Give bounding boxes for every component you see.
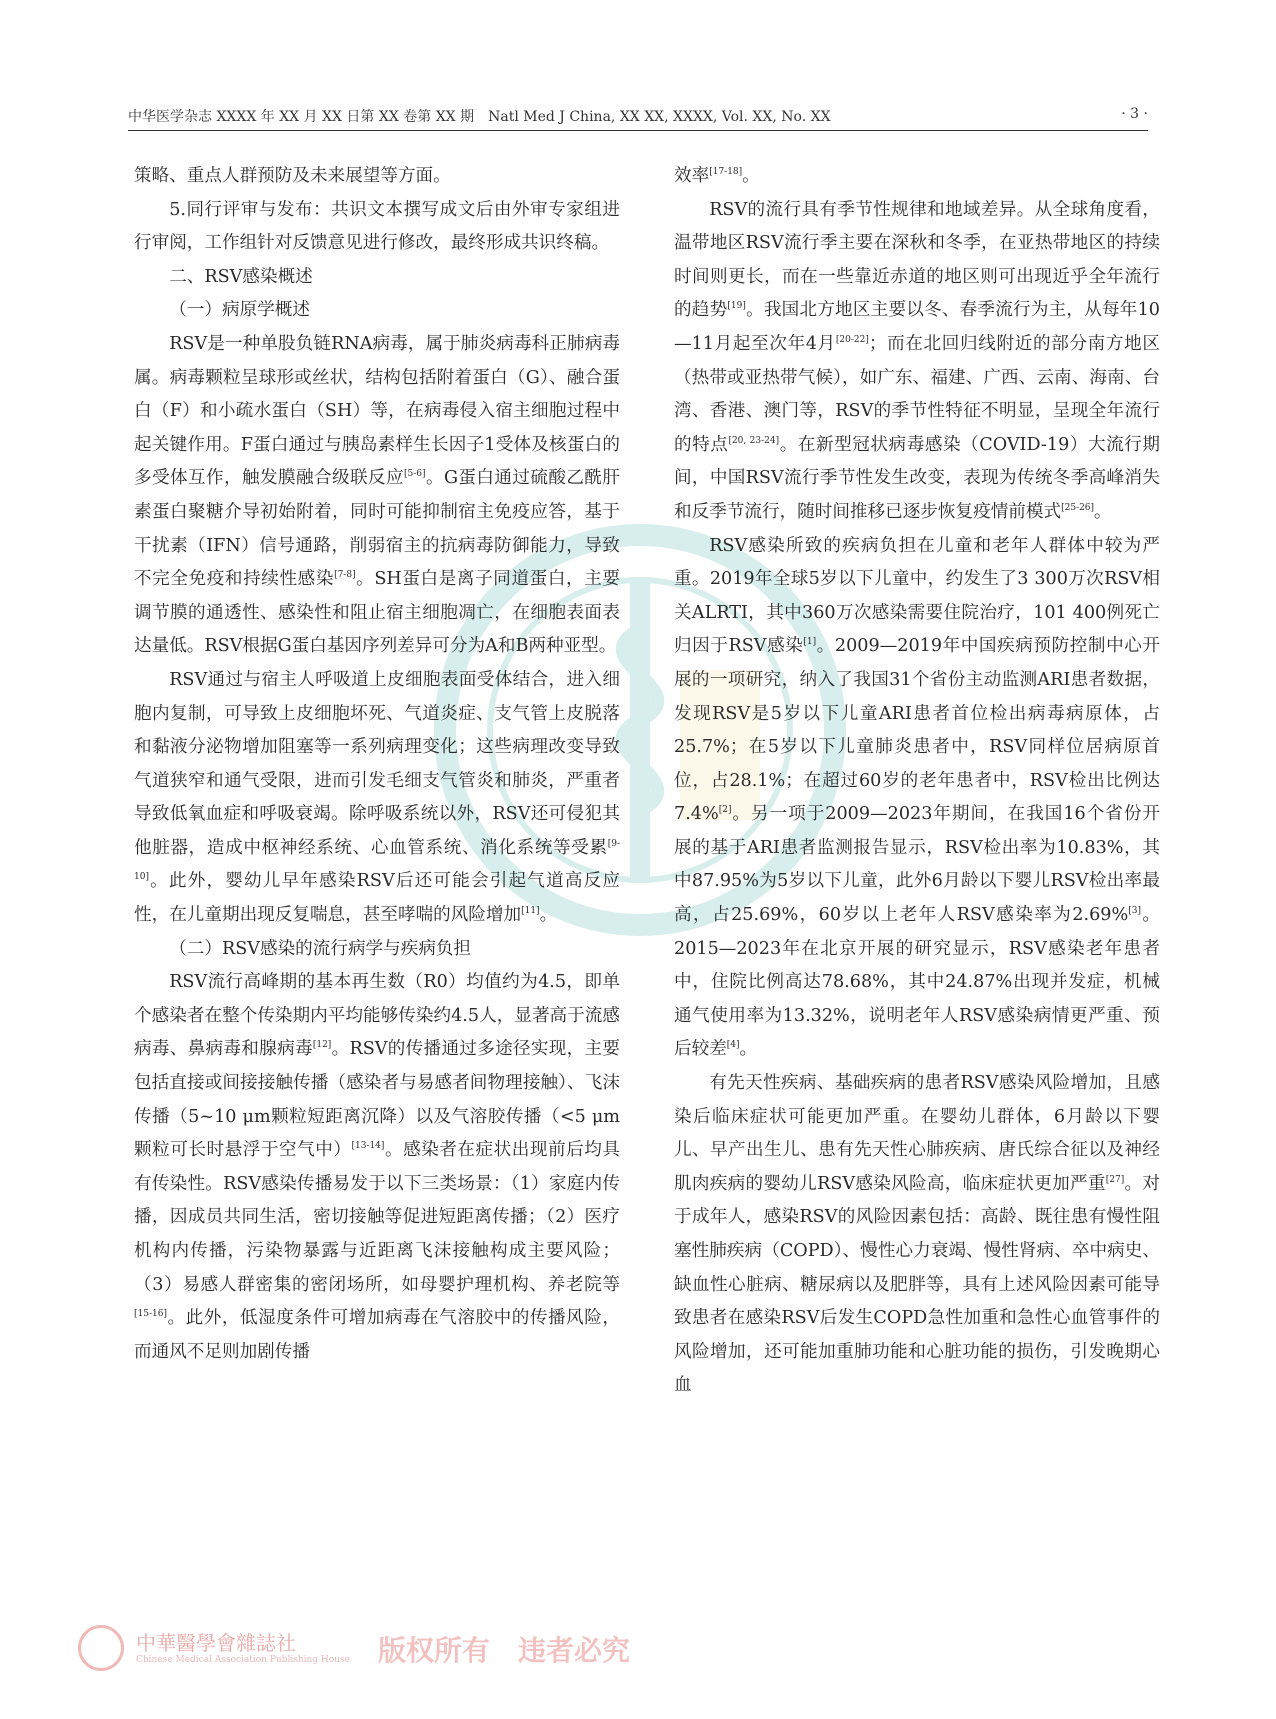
paragraph-text: 。2009—2019年中国疾病预防控制中心开展的一项研究，纳入了我国31个省份主动监测ARI患者数据，发现RSV是5岁以下儿童ARI患者首位检出病毒病原体，占25.7%；在5岁以下儿童肺炎患者中，RSV同样位居病原首位，占28.1%；在超过60岁的老年患者中，RSV检出比例达7.4%	[674, 636, 1160, 825]
publisher-footer	[78, 1625, 631, 1675]
page-number: · 3 ·	[1121, 106, 1148, 122]
citation-ref: [20-22]	[835, 335, 869, 346]
citation-ref: [27]	[1105, 1174, 1125, 1185]
paragraph-text: 。感染者在症状出现前后均具有传染性。RSV感染传播易发于以下三类场景：（1）家庭内传播，因成员共同生活，密切接触等促进短距离传播；（2）医疗机构内传播，污染物暴露与近距离飞沫接触构成主要风险；（3）易感人群密集的密闭场所，如母婴护理机构、养老院等	[134, 1140, 620, 1295]
publisher-name-en: Chinese Medical Association Publishing House	[136, 1655, 350, 1665]
paragraph-text: 二、RSV感染概述	[169, 266, 313, 287]
paragraph-text: 5.同行评审与发布：共识文本撰写成文后由外审专家组进行审阅，工作组针对反馈意见进行修改，最终形成共识终稿。	[134, 199, 620, 254]
citation-ref: [5-6]	[404, 469, 426, 480]
paragraph-text: 。另一项于2009—2023年期间，在我国16个省份开展的基于ARI患者监测报告显示，RSV检出率为10.83%，其中87.95%为5岁以下儿童，此外6月龄以下婴儿RSV检出率最高，占25.69%，60岁以上老年人RSV感染率为2.69%	[674, 804, 1160, 926]
paragraph	[134, 328, 620, 664]
paragraph	[134, 933, 620, 967]
paragraph-text: （一）病原学概述	[169, 300, 310, 321]
citation-ref: [17-18]	[709, 167, 743, 178]
citation-ref: [3]	[1128, 906, 1141, 917]
paragraph-text: RSV感染所致的疾病负担在儿童和老年人群体中较为严重。2019年全球5岁以下儿童中，约发生了3 300万次RSV相关ALRTI，其中360万次感染需要住院治疗，101 400例死亡归因于RSV感染	[674, 535, 1160, 657]
paragraph-text: 。	[742, 166, 760, 186]
citation-ref: [20, 23-24]	[728, 435, 780, 446]
citation-ref: [12]	[312, 1040, 332, 1051]
citation-ref: [25-26]	[1061, 503, 1095, 514]
paragraph-text: 。SH蛋白是离子同道蛋白，主要调节膜的通透性、感染性和阻止宿主细胞凋亡，在细胞表面表达量低。RSV根据G蛋白基因序列差异可分为A和B两种亚型。	[134, 569, 620, 657]
copyright-slogan: 版权所有 违者必究	[378, 1634, 631, 1667]
paragraph-text: RSV流行高峰期的基本再生数（R0）均值约为4.5，即单个感染者在整个传染期内平均能够传染约4.5人，显著高于流感病毒、鼻病毒和腺病毒	[134, 972, 620, 1060]
paragraph-text: ；而在北回归线附近的部分南方地区（热带或亚热带气候），如广东、福建、广西、云南、海南、台湾、香港、澳门等，RSV的季节性特征不明显，呈现全年流行的特点	[674, 333, 1160, 455]
journal-citation: 中华医学杂志 XXXX 年 XX 月 XX 日第 XX 卷第 XX 期 Natl Med J China, XX XX, XXXX, Vol. XX, No. XX	[128, 109, 831, 125]
paragraph-text: 效率	[674, 166, 710, 186]
publisher-name-cn: 中華醫學會雜誌社	[136, 1631, 296, 1655]
paragraph-text: 。RSV的传播通过多途径实现，主要包括直接或间接接触传播（感染者与易感者间物理接触）、飞沫传播（5~10 μm颗粒短距离沉降）以及气溶胶传播（<5 μm颗粒可长时悬浮于空气中）	[134, 1039, 620, 1161]
paragraph	[134, 966, 620, 1369]
citation-ref: [13-14]	[351, 1141, 385, 1152]
citation-ref: [11]	[521, 906, 540, 917]
paragraph-text: 。G蛋白通过硫酸乙酰肝素蛋白聚糖介导初始附着，同时可能抑制宿主免疫应答，基于干扰素（IFN）信号通路，削弱宿主的抗病毒防御能力，导致不完全免疫和持续性感染	[134, 468, 620, 590]
right-column	[674, 160, 1160, 1403]
paragraph	[134, 664, 620, 933]
paragraph-text: 有先天性疾病、基础疾病的患者RSV感染风险增加，且感染后临床症状可能更加严重。在婴幼儿群体，6月龄以下婴儿、早产出生儿、患有先天性心肺疾病、唐氏综合征以及神经肌肉疾病的婴幼儿RSV感染风险高，临床症状更加严重	[674, 1073, 1160, 1194]
paragraph	[134, 294, 620, 328]
citation-ref: [19]	[727, 301, 746, 312]
paragraph-text: 。	[1094, 501, 1112, 522]
paragraph-text: RSV通过与宿主人呼吸道上皮细胞表面受体结合，进入细胞内复制，可导致上皮细胞坏死、气道炎症、支气管上皮脱落和黏液分泌物增加阻塞等一系列病理变化；这些病理改变导致气道狭窄和通气受限，进而引发毛细支气管炎和肺炎，严重者导致低氧血症和呼吸衰竭。除呼吸系统以外，RSV还可侵犯其他脏器，造成中枢神经系统、心血管系统、消化系统等受累	[134, 669, 620, 858]
paragraph	[674, 530, 1160, 1068]
citation-ref: [9-10]	[134, 839, 620, 883]
citation-ref: [2]	[718, 805, 732, 816]
publisher-seal-icon	[78, 1625, 124, 1671]
paragraph	[674, 1067, 1160, 1403]
paragraph-text: 。此外，婴幼儿早年感染RSV后还可能会引起气道高反应性，在儿童期出现反复喘息，甚至哮喘的风险增加	[134, 871, 620, 926]
paragraph-text: 。在新型冠状病毒感染（COVID-19）大流行期间，中国RSV流行季节性发生改变，表现为传统冬季高峰消失和反季节流行，随时间推移已逐步恢复疫情前模式	[674, 434, 1160, 522]
citation-ref: [4]	[726, 1040, 740, 1051]
paragraph-text: 。2015—2023年在北京开展的研究显示，RSV感染老年患者中，住院比例高达78.68%，其中24.87%出现并发症，机械通气使用率为13.32%，说明老年人RSV感染病情更严重、预后较差	[674, 905, 1160, 1060]
paragraph	[134, 194, 620, 261]
paragraph-text: 。	[539, 905, 558, 926]
paragraph-text: 。此外，低湿度条件可增加病毒在气溶胶中的传播风险，而通风不足则加剧传播	[134, 1308, 620, 1362]
citation-ref: [15-16]	[134, 1309, 167, 1320]
citation-ref: [1]	[803, 637, 817, 648]
paragraph	[674, 160, 1160, 194]
paragraph-text: 策略、重点人群预防及未来展望等方面。	[134, 166, 451, 186]
paragraph-text: （二）RSV感染的流行病学与疾病负担	[169, 938, 472, 959]
paragraph-text: 。	[739, 1039, 758, 1060]
paragraph-text: RSV是一种单股负链RNA病毒，属于肺炎病毒科正肺病毒属。病毒颗粒呈球形或丝状，结构包括附着蛋白（G）、融合蛋白（F）和小疏水蛋白（SH）等，在病毒侵入宿主细胞过程中起关键作用。F蛋白通过与胰岛素样生长因子1受体及核蛋白的多受体互作，触发膜融合级联反应	[134, 333, 620, 489]
paragraph-text: 。对于成年人，感染RSV的风险因素包括：高龄、既往患有慢性阻塞性肺疾病（COPD）、慢性心力衰竭、慢性肾病、卒中病史、缺血性心脏病、糖尿病以及肥胖等，具有上述风险因素可能导致患者在感染RSV后发生COPD急性加重和急性心血管事件的风险增加，还可能加重肺功能和心脏功能的损伤，引发晚期心血	[674, 1173, 1160, 1396]
paragraph-text: 。我国北方地区主要以冬、春季流行为主，从每年10—11月起至次年4月	[674, 300, 1160, 354]
left-column	[134, 160, 620, 1369]
running-header	[128, 104, 1148, 131]
paragraph	[134, 261, 620, 295]
paragraph	[134, 160, 620, 194]
citation-ref: [7-8]	[334, 570, 356, 581]
paragraph-text: RSV的流行具有季节性规律和地域差异。从全球角度看，温带地区RSV流行季主要在深秋和冬季，在亚热带地区的持续时间则更长，而在一些靠近赤道的地区则可出现近乎全年流行的趋势	[674, 199, 1160, 321]
paragraph	[674, 194, 1160, 530]
